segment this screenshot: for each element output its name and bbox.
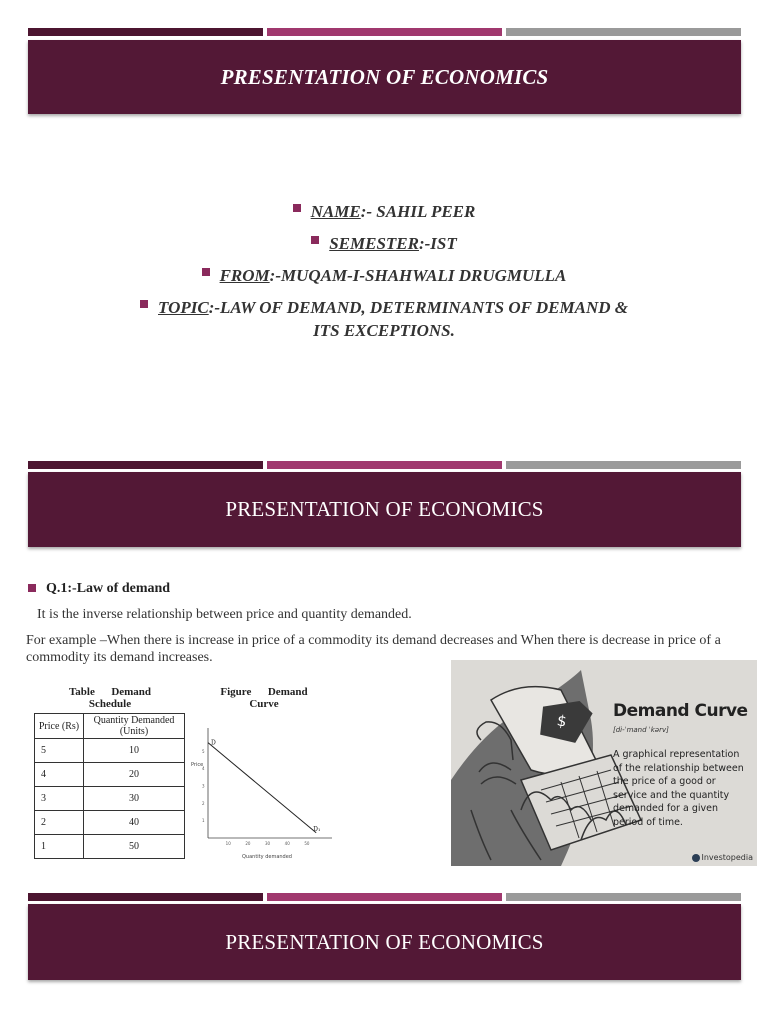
y-tick-label: 2 xyxy=(202,800,205,806)
schedule-caption-line1: Table Demand xyxy=(68,686,152,698)
price-cell: 3 xyxy=(35,787,84,811)
curve-start-label: D xyxy=(211,739,216,747)
table-row xyxy=(35,739,185,763)
bullet-square-icon xyxy=(140,300,148,308)
slide2-title: PRESENTATION OF ECONOMICS xyxy=(225,497,544,521)
col-price-header: Price (Rs) xyxy=(35,714,84,739)
demand-schedule xyxy=(34,686,186,859)
qty-cell: 10 xyxy=(84,739,185,763)
col-qty-header: Quantity Demanded (Units) xyxy=(84,714,185,739)
price-cell: 5 xyxy=(35,739,84,763)
info-topic xyxy=(0,296,768,342)
table-row xyxy=(35,835,185,859)
qty-cell: 40 xyxy=(84,811,185,835)
slide3-title: PRESENTATION OF ECONOMICS xyxy=(225,929,544,954)
info-topic-label: TOPIC xyxy=(158,298,209,317)
info-semester-label: SEMESTER xyxy=(329,234,419,253)
y-tick-label: 4 xyxy=(202,766,205,772)
demand-curve-figure xyxy=(186,686,342,866)
promo-brand-name: Investopedia xyxy=(701,853,753,862)
slide2-accent-stripe xyxy=(28,461,741,469)
schedule-table xyxy=(34,713,185,859)
bullet-square-icon xyxy=(28,584,36,592)
info-name-value: :- SAHIL PEER xyxy=(360,202,476,221)
bullet-square-icon xyxy=(311,236,319,244)
curve-end-label: D₁ xyxy=(313,825,321,833)
figure-caption-line1: Figure Demand xyxy=(220,686,308,698)
demand-curve-promo-image xyxy=(451,660,757,866)
x-tick-label: 30 xyxy=(265,841,271,846)
slide1-accent-stripe xyxy=(28,28,741,36)
bullet-square-icon xyxy=(293,204,301,212)
info-semester xyxy=(0,232,768,255)
figure-caption-line2: Curve xyxy=(249,698,279,710)
demand-line xyxy=(208,743,316,833)
table-row xyxy=(35,811,185,835)
qty-cell: 20 xyxy=(84,763,185,787)
x-tick-label: 10 xyxy=(225,841,231,846)
schedule-caption xyxy=(34,686,186,710)
price-cell: 1 xyxy=(35,835,84,859)
slide1-info-list xyxy=(0,200,768,351)
slide1-title-banner xyxy=(28,40,741,114)
promo-phonetic: [di-ˈmand ˈkərv] xyxy=(613,726,669,734)
figure-caption xyxy=(186,686,342,710)
example-text: For example –When there is increase in price of a commodity its demand decreases and When there is decrease in price of a commodity its demand increases. xyxy=(26,633,721,665)
y-tick-label: 1 xyxy=(202,818,205,824)
info-name-label: NAME xyxy=(310,202,361,221)
x-tick-label: 50 xyxy=(304,841,310,846)
promo-title: Demand Curve xyxy=(613,701,748,721)
table-row xyxy=(35,787,185,811)
slide3-accent-stripe xyxy=(28,893,741,901)
y-tick-label: 5 xyxy=(202,748,205,754)
chart-xlabel: Quantity demanded xyxy=(242,854,292,860)
slide2-title-banner xyxy=(28,472,741,547)
info-topic-value: :-LAW OF DEMAND, DETERMINANTS OF DEMAND & xyxy=(208,298,628,317)
qty-cell: 30 xyxy=(84,787,185,811)
promo-description: A graphical representation of the relationship between the price of a good or service and the quantity demanded for a given period of time. xyxy=(613,749,744,828)
chart-ylabel: Price xyxy=(191,762,204,768)
price-cell: 4 xyxy=(35,763,84,787)
demand-curve-chart xyxy=(186,714,342,866)
x-tick-label: 40 xyxy=(284,841,290,846)
slide1-title: PRESENTATION OF ECONOMICS xyxy=(220,64,549,89)
y-tick-label: 3 xyxy=(202,783,205,789)
question-text: Q.1:-Law of demand xyxy=(46,581,171,596)
info-semester-value: :-IST xyxy=(418,234,457,253)
info-from-value: :-MUQAM-I-SHAHWALI DRUGMULLA xyxy=(269,266,567,285)
slide3-title-banner xyxy=(28,904,741,980)
table-row xyxy=(35,763,185,787)
info-name xyxy=(0,200,768,223)
price-tag-dollar-icon: $ xyxy=(555,711,569,731)
info-from xyxy=(0,264,768,287)
price-cell: 2 xyxy=(35,811,84,835)
qty-cell: 50 xyxy=(84,835,185,859)
info-from-label: FROM xyxy=(219,266,270,285)
info-topic-value-line2: ITS EXCEPTIONS. xyxy=(313,321,455,340)
table-header-row xyxy=(35,714,185,739)
bullet-square-icon xyxy=(202,268,210,276)
schedule-caption-line2: Schedule xyxy=(88,698,132,710)
investopedia-logo-icon xyxy=(692,854,700,862)
x-tick-label: 20 xyxy=(245,841,251,846)
question-heading xyxy=(28,581,170,597)
promo-brand xyxy=(692,853,754,862)
definition-text: It is the inverse relationship between price and quantity demanded. xyxy=(37,607,412,622)
